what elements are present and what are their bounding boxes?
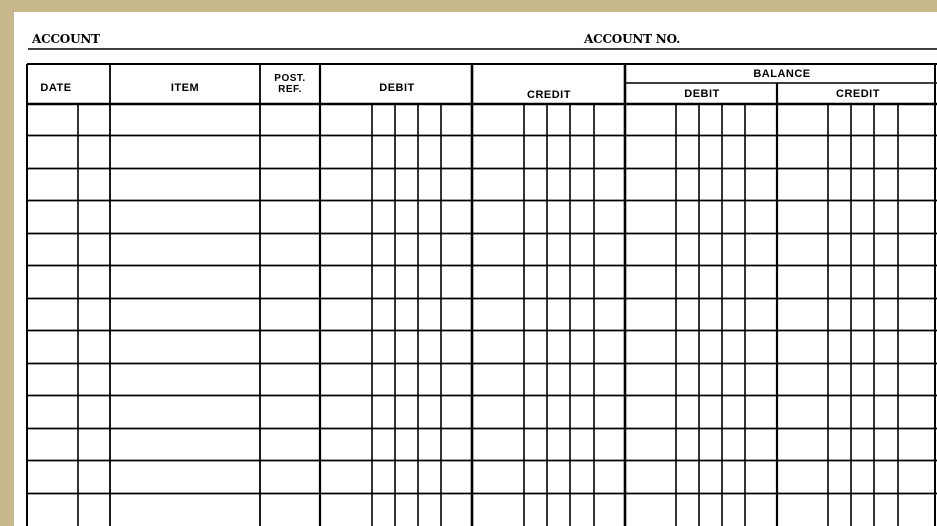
table-row[interactable]	[27, 266, 935, 298]
col-header-date: DATE	[40, 82, 72, 94]
table-row[interactable]	[27, 201, 935, 233]
table-row[interactable]	[27, 364, 935, 396]
account-no-label: ACCOUNT NO.	[584, 32, 681, 46]
table-row[interactable]	[27, 429, 935, 461]
col-header-credit: CREDIT	[527, 89, 571, 101]
col-header-balance-debit: DEBIT	[684, 88, 720, 100]
ledger-sheet	[14, 12, 937, 526]
col-header-balance: BALANCE	[753, 68, 811, 80]
table-row[interactable]	[27, 234, 935, 266]
table-row[interactable]	[27, 169, 935, 201]
table-row[interactable]	[27, 136, 935, 168]
col-header-debit: DEBIT	[379, 82, 415, 94]
table-row[interactable]	[27, 104, 935, 136]
col-header-ref: REF.	[278, 84, 302, 95]
table-row[interactable]	[27, 299, 935, 331]
col-header-balance-credit: CREDIT	[836, 88, 880, 100]
table-row[interactable]	[27, 331, 935, 363]
table-row[interactable]	[27, 396, 935, 428]
table-row[interactable]	[27, 494, 935, 526]
col-header-item: ITEM	[170, 82, 200, 94]
account-label: ACCOUNT	[32, 32, 100, 46]
table-row[interactable]	[27, 461, 935, 493]
col-header-post: POST.	[274, 73, 306, 84]
